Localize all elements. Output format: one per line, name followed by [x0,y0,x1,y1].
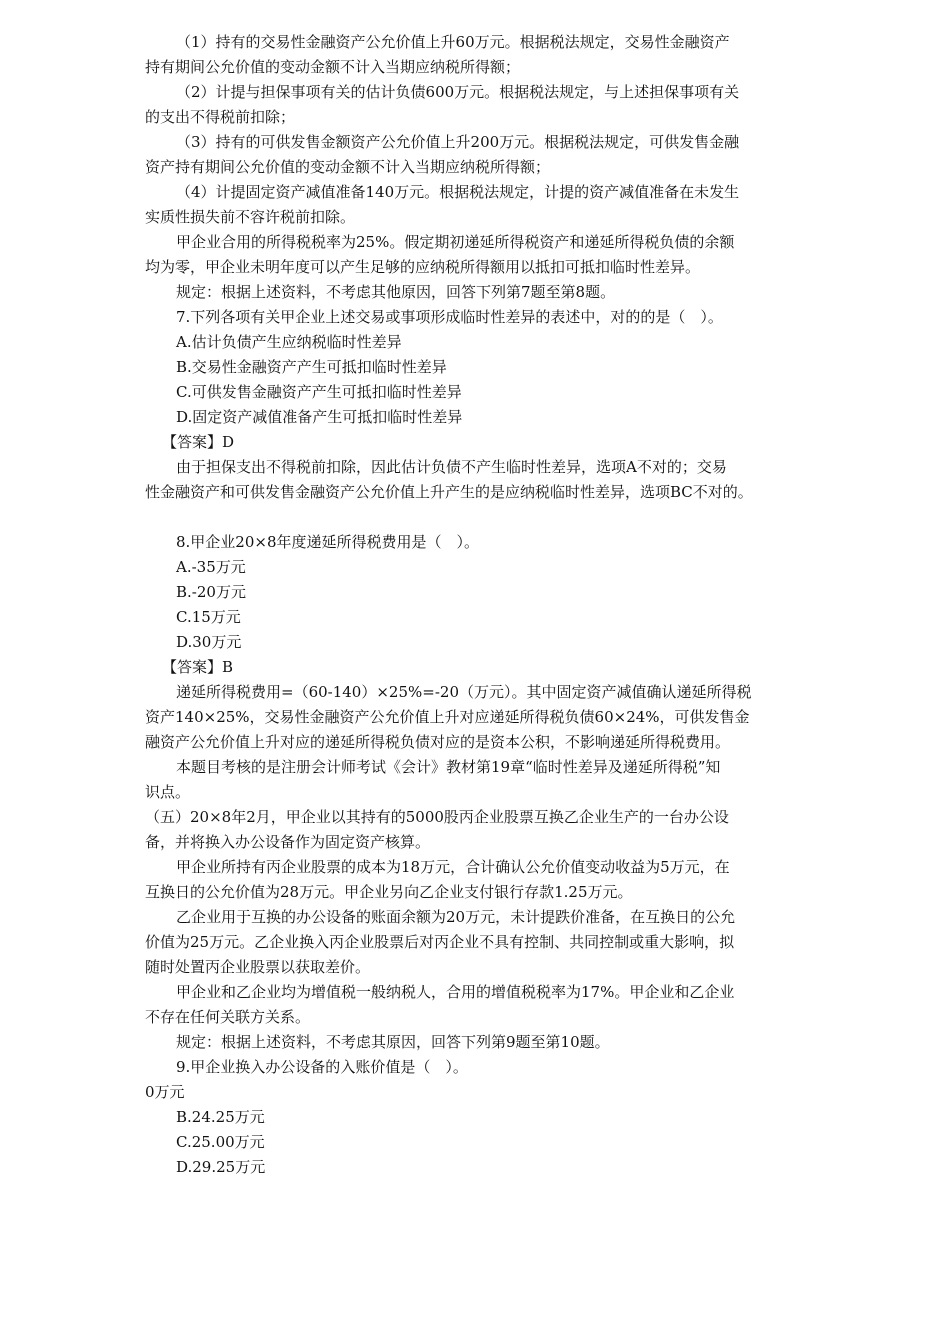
condition-3-line-2: 资产持有期间公允价值的变动金额不计入当期应纳税所得额； [145,158,551,176]
question-9: 9.甲企业换入办公设备的入账价值是（ ）。 [176,1058,468,1076]
q8-option-d: D.30万元 [176,633,242,651]
q7-explanation-line-2: 性金融资产和可供发售金融资产公允价值上升产生的是应纳税临时性差异，选项BC不对的。 [145,483,753,501]
q7-option-a: A.估计负债产生应纳税临时性差异 [176,333,402,351]
section-5-line-1: （五）20×8年2月，甲企业以其持有的5000股丙企业股票互换乙企业生产的一台办公设 [145,808,729,826]
q8-explanation-line-3: 融资产公允价值上升对应的递延所得税负债对应的是资本公积，不影响递延所得税费用。 [145,733,731,751]
equipment-line-2: 价值为25万元。乙企业换入丙企业股票后对丙企业不具有控制、共同控制或重大影响，拟 [145,933,735,951]
q8-option-b: B.-20万元 [176,583,246,601]
q9-option-b: B.24.25万元 [176,1108,265,1126]
condition-1-line-1: （1）持有的交易性金融资产公允价值上升60万元。根据税法规定，交易性金融资产 [176,33,730,51]
q9-option-c: C.25.00万元 [176,1133,265,1151]
q9-option-a: 0万元 [145,1083,185,1101]
q7-option-b: B.交易性金融资产产生可抵扣临时性差异 [176,358,447,376]
condition-2-line-1: （2）计提与担保事项有关的估计负债600万元。根据税法规定，与上述担保事项有关 [176,83,740,101]
q8-option-c: C.15万元 [176,608,241,626]
condition-1-line-2: 持有期间公允价值的变动金额不计入当期应纳税所得额； [145,58,521,76]
equipment-line-1: 乙企业用于互换的办公设备的账面余额为20万元，未计提跌价准备，在互换日的公允 [176,908,736,926]
condition-2-line-2: 的支出不得税前扣除； [145,108,296,126]
instruction-7-8: 规定：根据上述资料，不考虑其他原因，回答下列第7题至第8题。 [176,283,616,301]
topic-note-line-1: 本题目考核的是注册会计师考试《会计》教材第19章“临时性差异及递延所得税”知 [176,758,721,776]
stock-cost-line-2: 互换日的公允价值为28万元。甲企业另向乙企业支付银行存款1.25万元。 [145,883,633,901]
q8-explanation-line-1: 递延所得税费用=（60-140）×25%=-20（万元）。其中固定资产减值确认递延所得税 [176,683,752,701]
vat-line-2: 不存在任何关联方关系。 [145,1008,311,1026]
equipment-line-3: 随时处置丙企业股票以获取差价。 [145,958,371,976]
tax-rate-line-2: 均为零，甲企业未明年度可以产生足够的应纳税所得额用以抵扣可抵扣临时性差异。 [145,258,701,276]
condition-4-line-2: 实质性损失前不容许税前扣除。 [145,208,356,226]
q7-answer: 【答案】D [162,433,235,451]
q8-explanation-line-2: 资产140×25%，交易性金融资产公允价值上升对应递延所得税负债60×24%，可供发售金 [145,708,750,726]
condition-3-line-1: （3）持有的可供发售金额资产公允价值上升200万元。根据税法规定，可供发售金融 [176,133,740,151]
stock-cost-line-1: 甲企业所持有丙企业股票的成本为18万元，合计确认公允价值变动收益为5万元，在 [176,858,730,876]
q8-option-a: A.-35万元 [176,558,246,576]
q7-explanation-line-1: 由于担保支出不得税前扣除，因此估计负债不产生临时性差异，选项A不对的；交易 [176,458,727,476]
q7-option-c: C.可供发售金融资产产生可抵扣临时性差异 [176,383,462,401]
section-5-line-2: 备，并将换入办公设备作为固定资产核算。 [145,833,431,851]
question-7: 7.下列各项有关甲企业上述交易或事项形成临时性差异的表述中，对的的是（ ）。 [176,308,723,326]
condition-4-line-1: （4）计提固定资产减值准备140万元。根据税法规定，计提的资产减值准备在未发生 [176,183,740,201]
q9-option-d: D.29.25万元 [176,1158,266,1176]
q8-answer: 【答案】B [162,658,234,676]
instruction-9-10: 规定：根据上述资料，不考虑其原因，回答下列第9题至第10题。 [176,1033,610,1051]
question-8: 8.甲企业20×8年度递延所得税费用是（ ）。 [176,533,480,551]
vat-line-1: 甲企业和乙企业均为增值税一般纳税人，合用的增值税税率为17%。甲企业和乙企业 [176,983,735,1001]
tax-rate-line-1: 甲企业合用的所得税税率为25%。假定期初递延所得税资产和递延所得税负债的余额 [176,233,735,251]
q7-option-d: D.固定资产减值准备产生可抵扣临时性差异 [176,408,463,426]
topic-note-line-2: 识点。 [145,783,191,801]
